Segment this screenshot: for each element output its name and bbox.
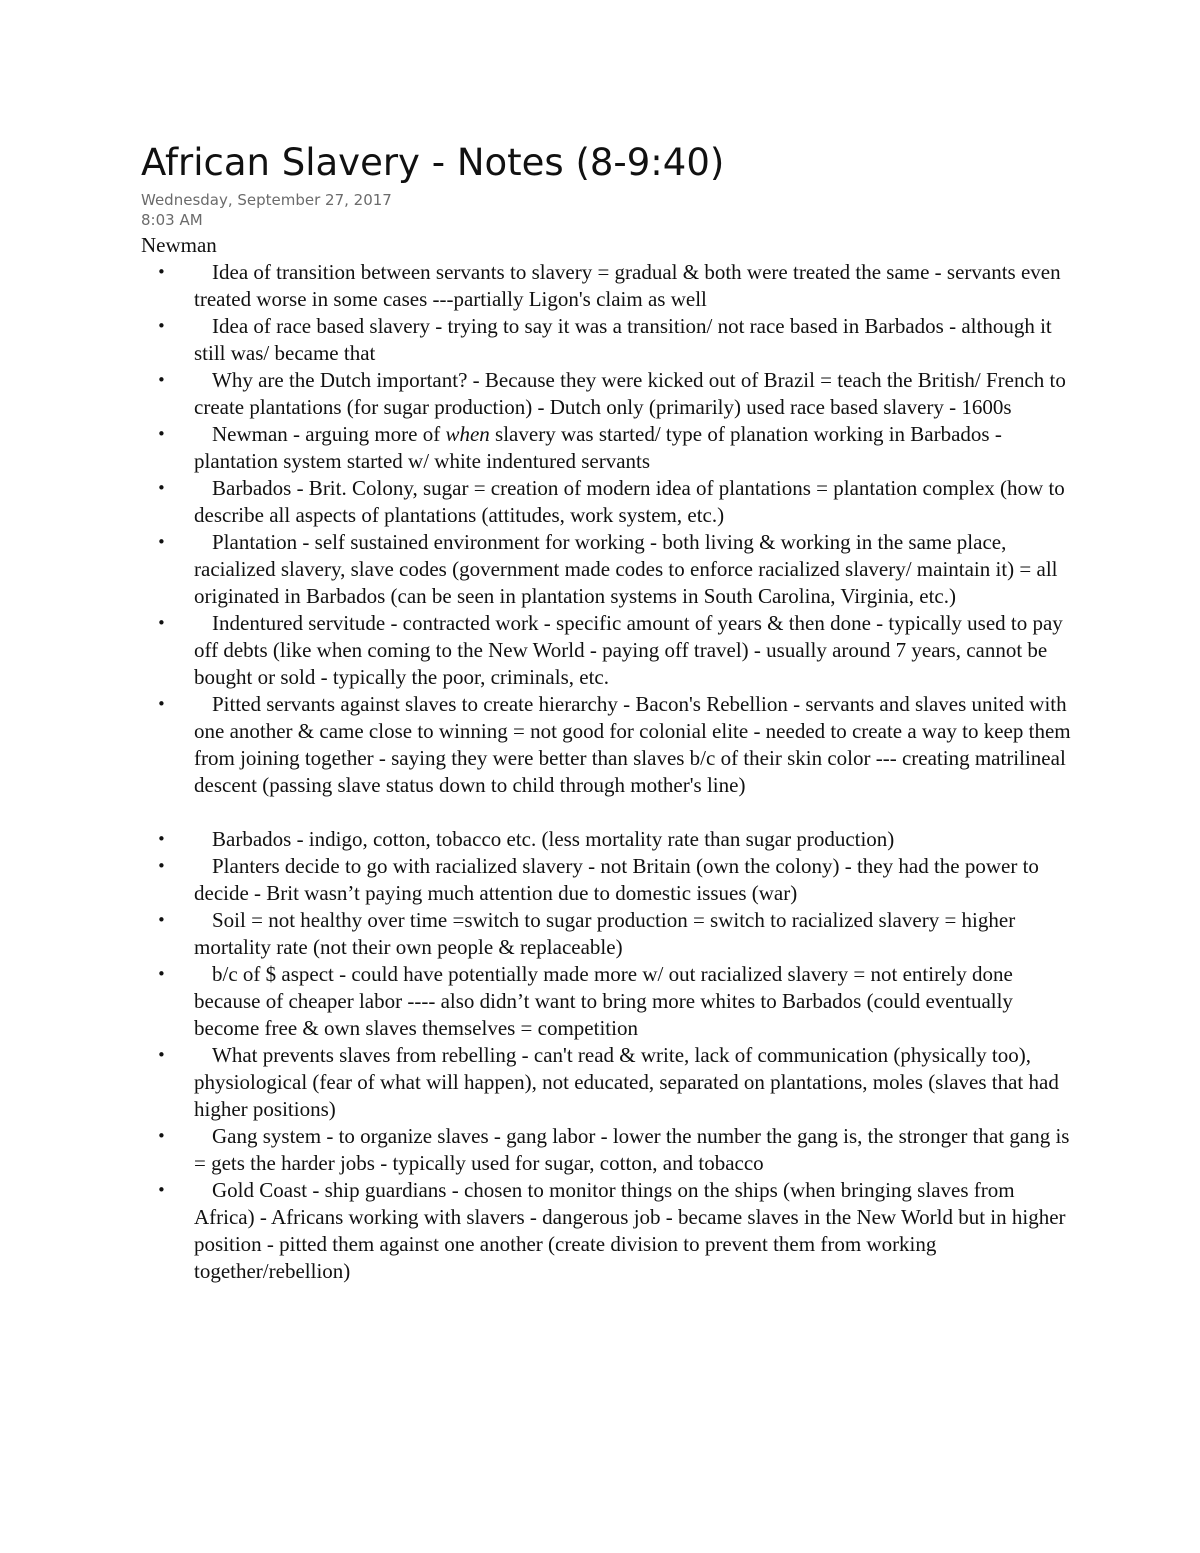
note-text: Soil = not healthy over time =switch to sugar production = switch to racialized slavery = higher mortality rate (not their own people & replaceable)	[194, 908, 1016, 959]
bullet-icon: •	[157, 371, 166, 389]
note-text: b/c of $ aspect - could have potentially made more w/ out racialized slavery = not entirely done because of cheaper labor ---- also didn’t want to bring more whites to Barbados (could eventually become free & own slaves themselves = competition	[194, 962, 1013, 1040]
bullet-icon: •	[157, 1046, 166, 1064]
page-title: African Slavery - Notes (8-9:40)	[141, 141, 725, 184]
note-text: Idea of race based slavery - trying to say it was a transition/ not race based in Barbados - although it still was/ became that	[194, 314, 1052, 365]
bullet-icon: •	[157, 479, 166, 497]
note-item	[141, 1042, 1071, 1123]
note-text: Why are the Dutch important? - Because they were kicked out of Brazil = teach the British/ French to create plantations (for sugar production) - Dutch only (primarily) used race based slavery - 1600s	[194, 368, 1066, 419]
note-text-before: Newman - arguing more of	[212, 422, 446, 446]
note-item	[141, 610, 1071, 691]
note-item	[141, 529, 1071, 610]
note-item	[141, 1177, 1071, 1285]
bullet-icon: •	[157, 614, 166, 632]
note-item	[141, 691, 1071, 799]
note-text: Idea of transition between servants to slavery = gradual & both were treated the same - servants even treated worse in some cases ---partially Ligon's claim as well	[194, 260, 1061, 311]
bullet-icon: •	[157, 857, 166, 875]
note-text: Gold Coast - ship guardians - chosen to monitor things on the ships (when bringing slaves from Africa) - Africans working with slavers - dangerous job - became slaves in the New World but in higher position - pitted them against one another (create division to prevent them from working together/rebellion)	[194, 1178, 1066, 1283]
note-item	[141, 259, 1071, 313]
note-date: Wednesday, September 27, 2017	[141, 191, 392, 209]
note-time: 8:03 AM	[141, 211, 203, 229]
note-text: Plantation - self sustained environment for working - both living & working in the same place, racialized slavery, slave codes (government made codes to enforce racialized slavery/ maintain it) = all originated in Barbados (can be seen in plantation systems in South Carolina, Virginia, etc.)	[194, 530, 1058, 608]
bullet-icon: •	[157, 425, 166, 443]
bullet-icon: •	[157, 830, 166, 848]
bullet-icon: •	[157, 1127, 166, 1145]
note-item	[141, 367, 1071, 421]
note-item	[141, 475, 1071, 529]
bullet-icon: •	[157, 317, 166, 335]
note-item	[141, 1123, 1071, 1177]
bullet-icon: •	[157, 263, 166, 281]
note-item	[141, 421, 1071, 475]
note-text: Barbados - indigo, cotton, tobacco etc. (less mortality rate than sugar production)	[212, 827, 895, 851]
note-item	[141, 313, 1071, 367]
note-text: Gang system - to organize slaves - gang labor - lower the number the gang is, the stronger that gang is = gets the harder jobs - typically used for sugar, cotton, and tobacco	[194, 1124, 1070, 1175]
bullet-icon: •	[157, 695, 166, 713]
note-emphasis: when	[445, 422, 490, 446]
note-text: Indentured servitude - contracted work - specific amount of years & then done - typically used to pay off debts (like when coming to the New World - paying off travel) - usually around 7 years, cannot be bought or sold - typically the poor, criminals, etc.	[194, 611, 1063, 689]
bullet-icon: •	[157, 965, 166, 983]
bullet-icon: •	[157, 911, 166, 929]
note-text: Pitted servants against slaves to create hierarchy - Bacon's Rebellion - servants and slaves united with one another & came close to winning = not good for colonial elite - needed to create a way to keep them from joining together - saying they were better than slaves b/c of their skin color --- creating matrilineal descent (passing slave status down to child through mother's line)	[194, 692, 1071, 797]
note-text: Barbados - Brit. Colony, sugar = creation of modern idea of plantations = plantation complex (how to describe all aspects of plantations (attitudes, work system, etc.)	[194, 476, 1065, 527]
note-text: Planters decide to go with racialized slavery - not Britain (own the colony) - they had the power to decide - Brit wasn’t paying much attention due to domestic issues (war)	[194, 854, 1039, 905]
section-heading: Newman	[141, 233, 217, 257]
note-item	[141, 853, 1071, 907]
bullet-icon: •	[157, 1181, 166, 1199]
note-text: What prevents slaves from rebelling - can't read & write, lack of communication (physically too), physiological (fear of what will happen), not educated, separated on plantations, moles (slaves that had higher positions)	[194, 1043, 1059, 1121]
notes-list	[141, 259, 1071, 1285]
note-item	[141, 826, 1071, 853]
note-page	[141, 140, 1071, 1285]
note-text-after: slavery was started/ type of planation working in Barbados - plantation system started w/ white indentured servants	[194, 422, 1002, 473]
note-item	[141, 961, 1071, 1042]
bullet-icon: •	[157, 533, 166, 551]
note-item	[141, 907, 1071, 961]
